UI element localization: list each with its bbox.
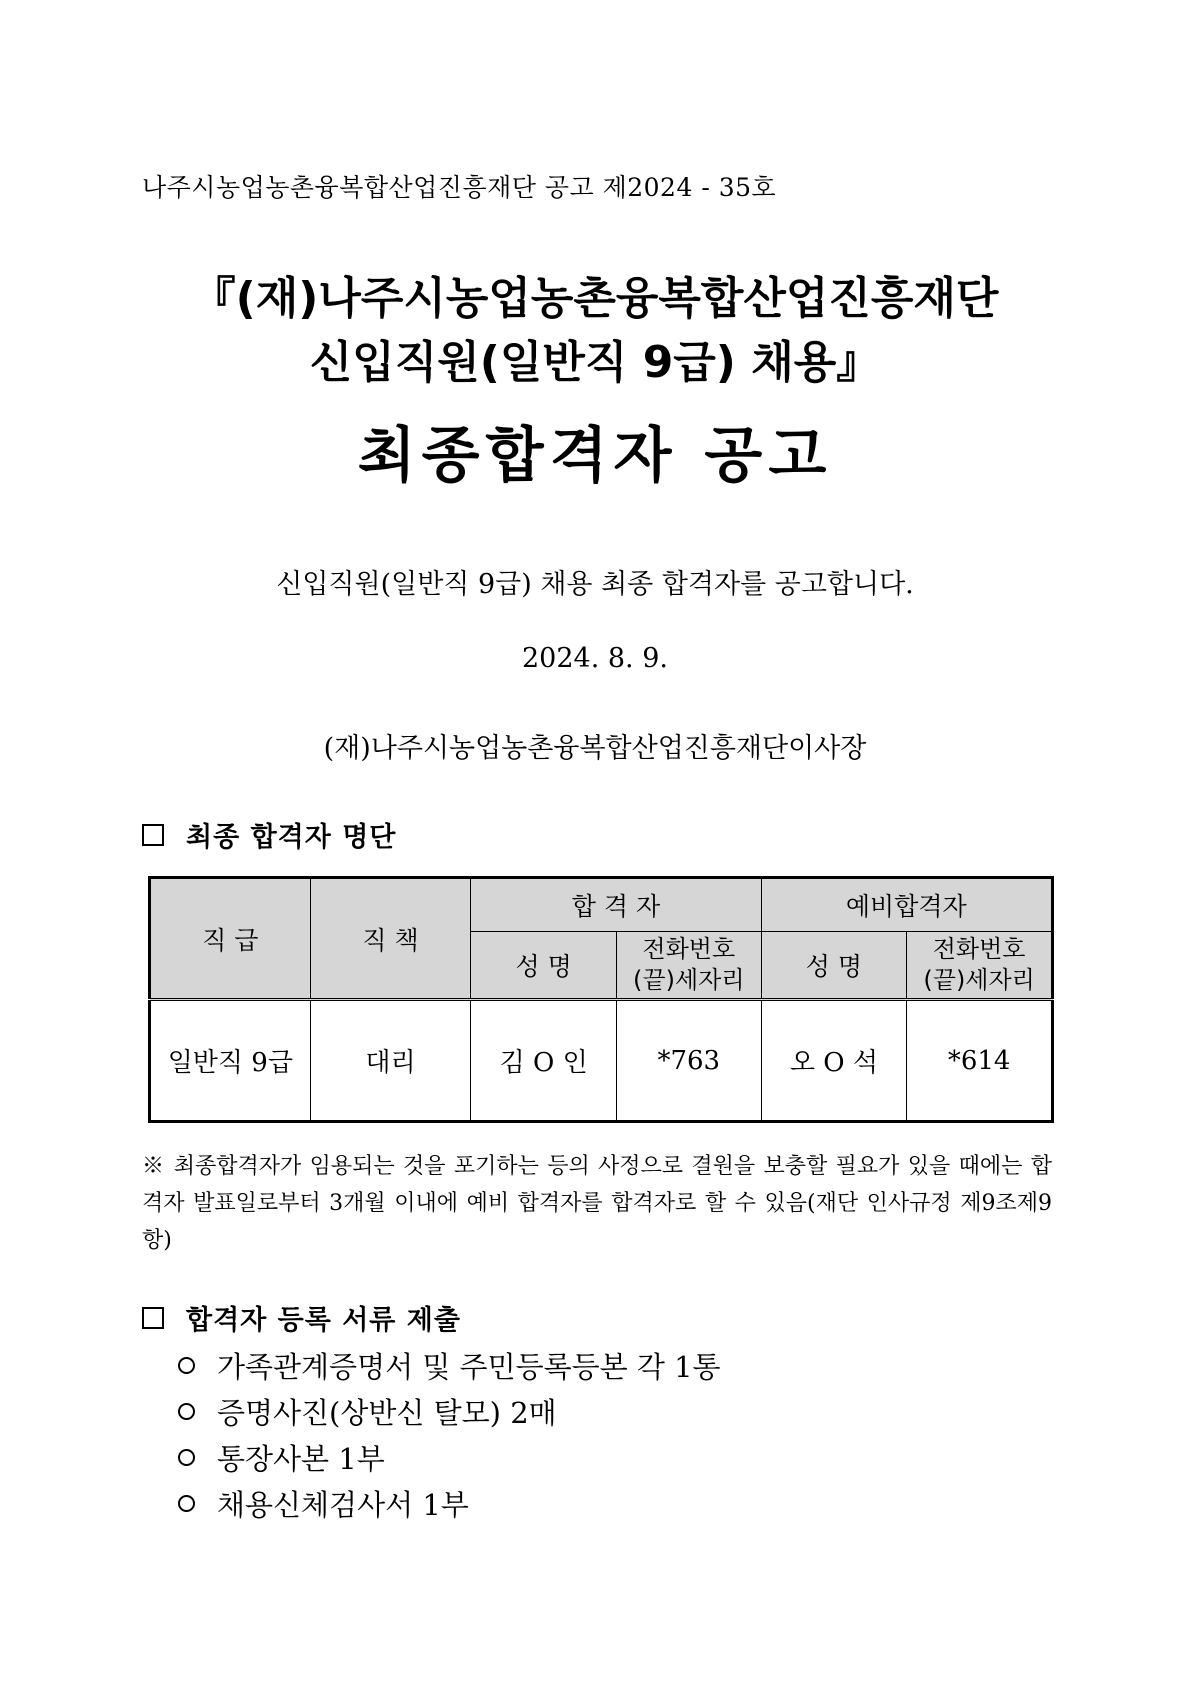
header-phone-line2: (끝)세자리: [633, 966, 745, 994]
cell-reserve-phone: *614: [907, 1000, 1053, 1122]
final-passers-table: [148, 876, 1054, 1123]
list-item-label: 채용신체검사서 1부: [217, 1487, 469, 1522]
list-item: [178, 1388, 721, 1434]
circle-bullet-icon: [178, 1357, 195, 1374]
page-title: 최종합격자 공고: [357, 421, 833, 491]
header-passer-group: 합 격 자: [471, 878, 761, 932]
issuer: (재)나주시농업농촌융복합산업진흥재단이사장: [323, 733, 867, 764]
header-phone-line1: 전화번호: [642, 934, 736, 963]
header-passer-phone: [616, 932, 761, 1000]
list-item: [178, 1434, 721, 1480]
section-heading-final-list: [142, 815, 396, 854]
header-passer-name: 성 명: [471, 932, 617, 1000]
header-position: 직 책: [310, 878, 471, 1000]
table-row: [150, 1000, 1053, 1122]
square-bullet-icon: [142, 1307, 164, 1329]
document-list: [178, 1342, 721, 1526]
list-item-label: 통장사본 1부: [217, 1441, 385, 1476]
cell-grade: 일반직 9급: [150, 1000, 311, 1122]
header-phone-line2: (끝)세자리: [923, 966, 1035, 994]
circle-bullet-icon: [178, 1403, 195, 1420]
list-item: [178, 1480, 721, 1526]
header-reserve-name: 성 명: [761, 932, 907, 1000]
intro-text: 신입직원(일반직 9급) 채용 최종 합격자를 공고합니다.: [276, 569, 914, 600]
section-title: 합격자 등록 서류 제출: [186, 1305, 461, 1336]
list-item-label: 증명사진(상반신 탈모) 2매: [217, 1395, 557, 1430]
header-reserve-phone: [907, 932, 1053, 1000]
cell-reserve-name: 오 O 석: [761, 1000, 907, 1122]
section-title: 최종 합격자 명단: [186, 822, 397, 853]
header-grade: 직 급: [150, 878, 311, 1000]
cell-passer-phone: *763: [616, 1000, 761, 1122]
circle-bullet-icon: [178, 1495, 195, 1512]
title-line-2: 신입직원(일반직 9급) 채용』: [309, 337, 881, 388]
section-heading-documents: [142, 1298, 461, 1337]
list-item: [178, 1342, 721, 1388]
reserve-note: ※ 최종합격자가 임용되는 것을 포기하는 등의 사정으로 결원을 보충할 필요가 있을 때에는 합격자 발표일로부터 3개월 이내에 예비 합격자를 합격자로 할 수 있음(재단 인사규정 제9조제9항): [142, 1154, 1052, 1253]
header-phone-line1: 전화번호: [932, 934, 1026, 963]
square-bullet-icon: [142, 824, 164, 846]
cell-passer-name: 김 O 인: [471, 1000, 617, 1122]
list-item-label: 가족관계증명서 및 주민등록등본 각 1통: [217, 1349, 721, 1384]
notice-reference: 나주시농업농촌융복합산업진흥재단 공고 제2024 - 35호: [142, 173, 777, 202]
circle-bullet-icon: [178, 1449, 195, 1466]
header-reserve-group: 예비합격자: [761, 878, 1052, 932]
notice-date: 2024. 8. 9.: [522, 643, 668, 674]
title-line-1: 『(재)나주시농업농촌융복합산업진흥재단: [191, 273, 999, 324]
cell-position: 대리: [310, 1000, 471, 1122]
